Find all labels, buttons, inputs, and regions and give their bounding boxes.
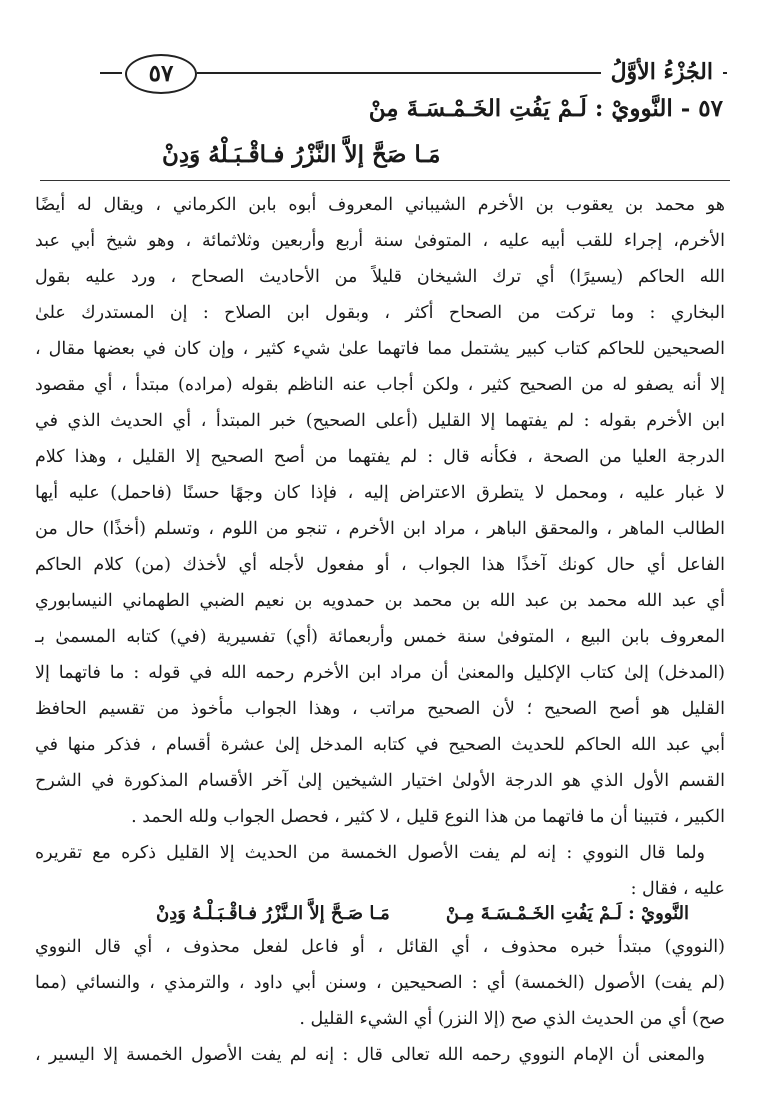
transition-line: ولما قال النووي : إنه لم يفت الأصول الخمسة من الحديث إلا القليل ذكره مع تقريره — [35, 843, 705, 863]
body-line: الدرجة العليا من الصحة ، فكأنه قال : لم يفتهما من أصح الصحيح إلا القليل ، وهذا كلام — [35, 447, 725, 467]
body-line: هو محمد بن يعقوب بن الأخرم الشيباني المعروف أبوه بابن الكرماني ، ويقال له أيضًا — [35, 195, 725, 215]
commentary-line: صح) أي من الحديث الذي صح (إلا النزر) أي الشيء القليل . — [299, 1009, 725, 1029]
closing-line: والمعنى أن الإمام النووي رحمه الله تعالى قال : إنه لم يفت الأصول الخمسة إلا اليسير ، — [35, 1045, 705, 1065]
quoted-verse-first-hemistich: النَّوويْ : لَـمْ يَفُتِ الخَـمْـسَـةَ مِـنْ — [445, 903, 689, 924]
body-line: أي عبد الله محمد بن عبد الله بن محمد بن حمدويه بن نعيم الضبي الطهماني النيسابوري — [35, 591, 725, 611]
body-line: الصحيحين للحاكم كتاب كبير يشتمل مما فاتهما علىٰ شيء كثير ، وإن كان في بعضها مقال ، — [35, 339, 725, 359]
body-line: إلا أنه يصفو له من الصحيح كثير ، ولكن أجاب عنه الناظم بقوله (مراده) مبتدأ ، أي مقصود — [35, 375, 725, 395]
body-line: القليل هو أصح الصحيح ؛ لأن الصحيح مراتب ، وهذا الجواب مأخوذ من تقسيم الحافظ — [35, 699, 725, 719]
quoted-verse-second-hemistich: مَـا صَـحَّ إلاَّ الـنَّزْرُ فـاقْـبَـلْـهُ وَدِنْ — [156, 903, 390, 924]
page-number: ٥٧ — [125, 54, 197, 94]
body-line: لا غبار عليه ، ومحمل لا يتطرق الاعتراض إليه ، فإذا كان وجهًا حسنًا (فاحمل) عليه أيها — [35, 483, 725, 503]
body-line: (المدخل) إلىٰ كتاب الإكليل والمعنىٰ أن مراد ابن الأخرم رحمه الله في قوله : ما فاتهما إلا — [35, 663, 725, 683]
body-line: المعروف بابن البيع ، المتوفىٰ سنة خمس وأربعمائة (أي) تفسيرية (في) كتابه المسمىٰ بـ — [35, 627, 725, 647]
body-line: الطالب الماهر ، والمحقق الباهر ، مراد ابن الأخرم ، تنجو من اللوم ، وتسلم (أخذًا) حال من — [35, 519, 725, 539]
body-line: الكبير ، فتبينا أن ما فاتهما من هذا النوع قليل ، لا كثير ، فحصل الجواب ولله الحمد . — [131, 807, 725, 827]
body-line: الله الحاكم (يسيرًا) أي ترك الشيخان قليلاً من الأحاديث الصحاح ، ورد عليه بقول — [35, 267, 725, 287]
body-line: أبي عبد الله الحاكم للحديث الصحيح في كتابه المدخل إلىٰ عشرة أقسام ، فذكر منها في — [35, 735, 725, 755]
verse-first-hemistich: ٥٧ - النَّوويْ : لَـمْ يَفُتِ الخَـمْـسَـةَ مِنْ — [368, 95, 723, 122]
header-rule-left — [100, 72, 122, 74]
heading-divider — [40, 180, 730, 181]
commentary-line: (لم يفت) الأصول (الخمسة) أي : الصحيحين ، وسنن أبي داود ، والترمذي ، والنسائي (مما — [35, 973, 725, 993]
body-line: القسم الأول الذي هو الدرجة الأولىٰ اختيار الشيخين إلىٰ آخر الأقسام المذكورة في الشرح — [35, 771, 725, 791]
transition-line: عليه ، فقال : — [630, 879, 725, 899]
commentary-line: (النووي) مبتدأ خبره محذوف ، أي القائل ، أو فاعل لفعل محذوف ، أي قال النووي — [35, 937, 725, 957]
body-line: البخاري : وما تركت من الصحاح أكثر ، وبقول ابن الصلاح : إن المستدرك علىٰ — [35, 303, 725, 323]
body-line: الأخرم، إجراء للقب أبيه عليه ، المتوفىٰ سنة أربع وأربعين وثلاثمائة ، وهو شيخ أبي عبد — [35, 231, 725, 251]
running-title: الجُزْءُ الأوَّلُ — [601, 60, 723, 84]
body-line: ابن الأخرم بقوله : لم يفتهما إلا القليل (أعلى الصحيح) خبر المبتدأ ، أي الحديث الذي في — [35, 411, 725, 431]
verse-second-hemistich: مَـا صَحَّ إلاَّ النَّزْرُ فـاقْـبَـلْهُ وَدِنْ — [162, 141, 441, 168]
body-line: الفاعل أي حال كونك آخذًا هذا الجواب ، أو مفعول لأجله أي لأخذك (من) كلام الحاكم — [35, 555, 725, 575]
